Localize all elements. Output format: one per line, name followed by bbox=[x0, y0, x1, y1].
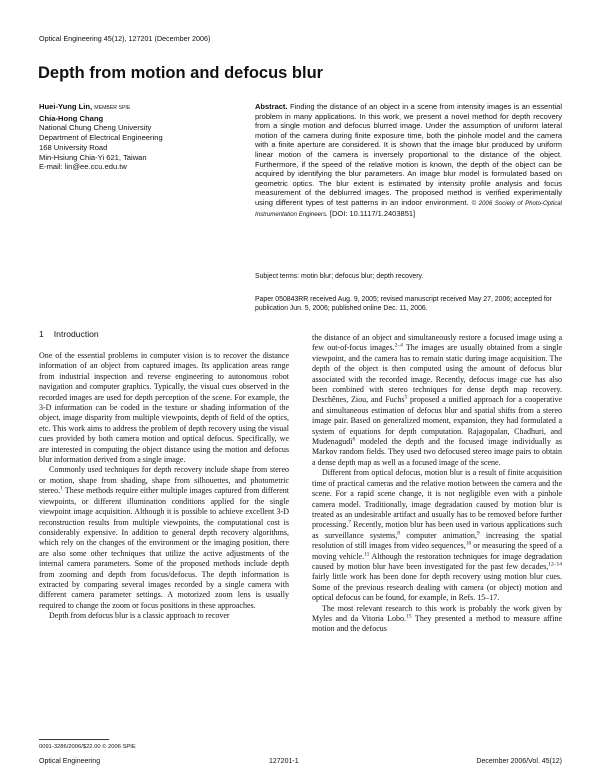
abstract-label: Abstract. bbox=[255, 102, 288, 111]
paper-title: Depth from motion and defocus blur bbox=[38, 64, 324, 82]
author-1-suffix: MEMBER SPIE bbox=[94, 105, 131, 111]
citation: 1 bbox=[60, 485, 63, 492]
citation: 11 bbox=[364, 550, 370, 557]
citation: 9 bbox=[476, 530, 480, 537]
citation: 6 bbox=[352, 436, 356, 443]
affiliation-line: 168 University Road bbox=[39, 142, 108, 152]
section-title: Introduction bbox=[53, 329, 99, 339]
affiliation-line: National Chung Cheng University bbox=[39, 123, 152, 133]
footer-journal: Optical Engineering bbox=[39, 758, 101, 765]
text-run: The images are usually obtained from a single viewpoint, and the camera has to remain static during image acquisition. The depth of the object is then computed using the amount of defocus blur associated with the recorded image. Recently, defocus image cue has also been combined with stereo techniques for dense depth map recovery. Deschênes, Ziou, and Fuchs bbox=[312, 343, 562, 405]
citation: 8 bbox=[397, 530, 401, 537]
copyright-notice: © 2006 Society of Photo-Optical Instrumentation Engineers. bbox=[255, 199, 562, 218]
paragraph bbox=[312, 604, 562, 635]
footnote: 0091-3286/2006/$22.00 © 2006 SPIE bbox=[39, 744, 136, 750]
section-number: 1 bbox=[39, 329, 44, 339]
paragraph bbox=[312, 468, 562, 603]
text-run: proposed a unified approach for a cooperative and simultaneous estimation of defocus blur and spatial shifts from a stereo image pair. Based on generalized moment, expansion, they had formulated a system of equations for depth computation. Rajagopalan, Chadhuri, and Mudenagudi bbox=[312, 395, 563, 447]
text-run: Recently, motion blur has been used in various applications such as surveillance systems, bbox=[312, 520, 562, 540]
left-column bbox=[39, 351, 289, 622]
text-run: The most relevant research to this work is probably the work given by Myles and da Vitoria Lobo. bbox=[312, 603, 562, 623]
paper-history: Paper 050843RR received Aug. 9, 2005; revised manuscript received May 27, 2006; accepted for publication Jun. 5, 2006; published online Dec. 11, 2006. bbox=[255, 296, 552, 313]
doi: [DOI: 10.1117/1.2403851] bbox=[329, 208, 416, 218]
text-run: fairly little work has been done for depth recovery using motion blur cues. Some of the previous research dealing with camera (or object) motion and optical defocus can be found, for example, in Refs. 15–17. bbox=[312, 572, 562, 603]
text-run: modeled the depth and the focused image individually as Markov random fields. They used two defocused stereo image pairs to obtain a dense depth map as well as a focused image of the scene. bbox=[312, 437, 562, 467]
journal-header: Optical Engineering 45(12), 127201 (December 2006) bbox=[39, 34, 211, 43]
paragraph: Depth from defocus blur is a classic approach to recover bbox=[49, 611, 230, 621]
text-run: Although the restoration techniques for image degradation caused by motion blur have been investigated for the past few decades, bbox=[312, 551, 562, 571]
footer-issue: December 2006/Vol. 45(12) bbox=[476, 758, 562, 765]
paragraph: One of the essential problems in computer vision is to recover the distance information of an object from captured images. Its application areas range from industrial inspection and reverse engineering to autonomous robot navigation and computer graphics. Typically, the visual cues observed in the recorded images are used for depth perception of the scene. For example, the 3-D information can be coded in the texture or shading information of the object, image disparity from multiple viewpoints, depth of field of the optics, etc. This work aims to address the problem of depth recovery using the visual cues provided by both camera motion and optical defocus. Specifically, we are interested in computing the object distance using the motion and defocus blur information derived from a single image. bbox=[39, 351, 289, 465]
citation: 7 bbox=[348, 519, 351, 526]
footnote-divider bbox=[39, 739, 109, 740]
text-run: computer animation, bbox=[400, 530, 477, 540]
section-heading bbox=[39, 329, 99, 339]
text-run: These methods require either multiple images captured from different viewpoints, or different illumination conditions applied for the single viewpoint image acquisition. Although it is possible to achieve excellent 3-D reconstruction results from multiple viewpoints, the computational cost is considerably expensive. In addition to general depth recovery algorithms, which rely on the changes of the environment or the imaging position, there are also some other techniques that utilize the active adjustments of the internal camera parameters. Some of the proposed methods include depth from zooming and depth from focus/defocus. The depth information is extracted by comparing several images recorded by a single camera with different camera parameter settings. A motorized zoom lens is usually required to change the zoom or focus positions in these approaches. bbox=[39, 486, 289, 610]
citation: 2–4 bbox=[394, 342, 403, 349]
citation: 10 bbox=[465, 540, 472, 547]
right-column bbox=[312, 333, 562, 635]
abstract-text: Finding the distance of an object in a scene from intensity images is an essential problem in many applications. In this work, we present a novel method for depth recovery from a single motion and defocus blurred image. Under the assumption of uniform lateral motion of the camera during finite exposure time, both the pinhole model and the camera with a finite aperture are considered. It is shown that the image blur produced by uniform linear motion of the camera is inversely proportional to the distance of the object. Furthermore, if the speed of the relative motion is known, the depth of the object can be acquired by identifying the blur parameters. An image blur model is formulated based on geometric optics. The blur extent is estimated by intensity profile analysis and focus measurement of the deblurred images. The proposed method is verified experimentally using different types of test patterns in an indoor environment. bbox=[255, 102, 562, 207]
subject-terms: Subject terms: motin blur; defocus blur; depth recovery. bbox=[255, 273, 424, 280]
author-1-name: Huei-Yung Lin, bbox=[39, 102, 93, 111]
citation: 5 bbox=[404, 394, 408, 401]
abstract bbox=[255, 102, 562, 219]
affiliation-line: Min-Hsiung Chia-Yi 621, Taiwan bbox=[39, 152, 147, 162]
citation: 15 bbox=[406, 613, 412, 620]
text-run: increasing the spatial resolution of still images from video sequences, bbox=[312, 530, 563, 551]
text-run: or measuring the speed of a moving vehicle. bbox=[312, 541, 562, 561]
affiliation-line: Department of Electrical Engineering bbox=[39, 133, 163, 143]
text-run: the distance of an object and simultaneously restore a focused image using a few out-of-focus images. bbox=[312, 333, 562, 353]
text-run: They presented a method to measure affine motion and the defocus bbox=[312, 613, 562, 634]
text-run: Commonly used techniques for depth recovery include shape from stereo or motion, shape from shading, shape from silhouettes, and photometric stereo. bbox=[39, 465, 289, 496]
paragraph bbox=[312, 333, 562, 468]
citation: 12–14 bbox=[548, 561, 562, 568]
author-2-name: Chia-Hong Chang bbox=[39, 113, 104, 123]
footer-page-number: 127201-1 bbox=[269, 758, 299, 765]
paragraph bbox=[39, 465, 289, 611]
author-block bbox=[39, 102, 239, 172]
author-email: E-mail: lin@ee.ccu.edu.tw bbox=[39, 162, 127, 172]
text-run: Different from optical defocus, motion blur is a result of finite acquisition time of practical cameras and the relative motion between the camera and the scene. For a rapid scene change, it is not negligible even with a pinhole camera model. Traditionally, image degradation caused by motion blur is treated as an undesirable artifact and usually has to be removed before further processing. bbox=[312, 468, 562, 530]
